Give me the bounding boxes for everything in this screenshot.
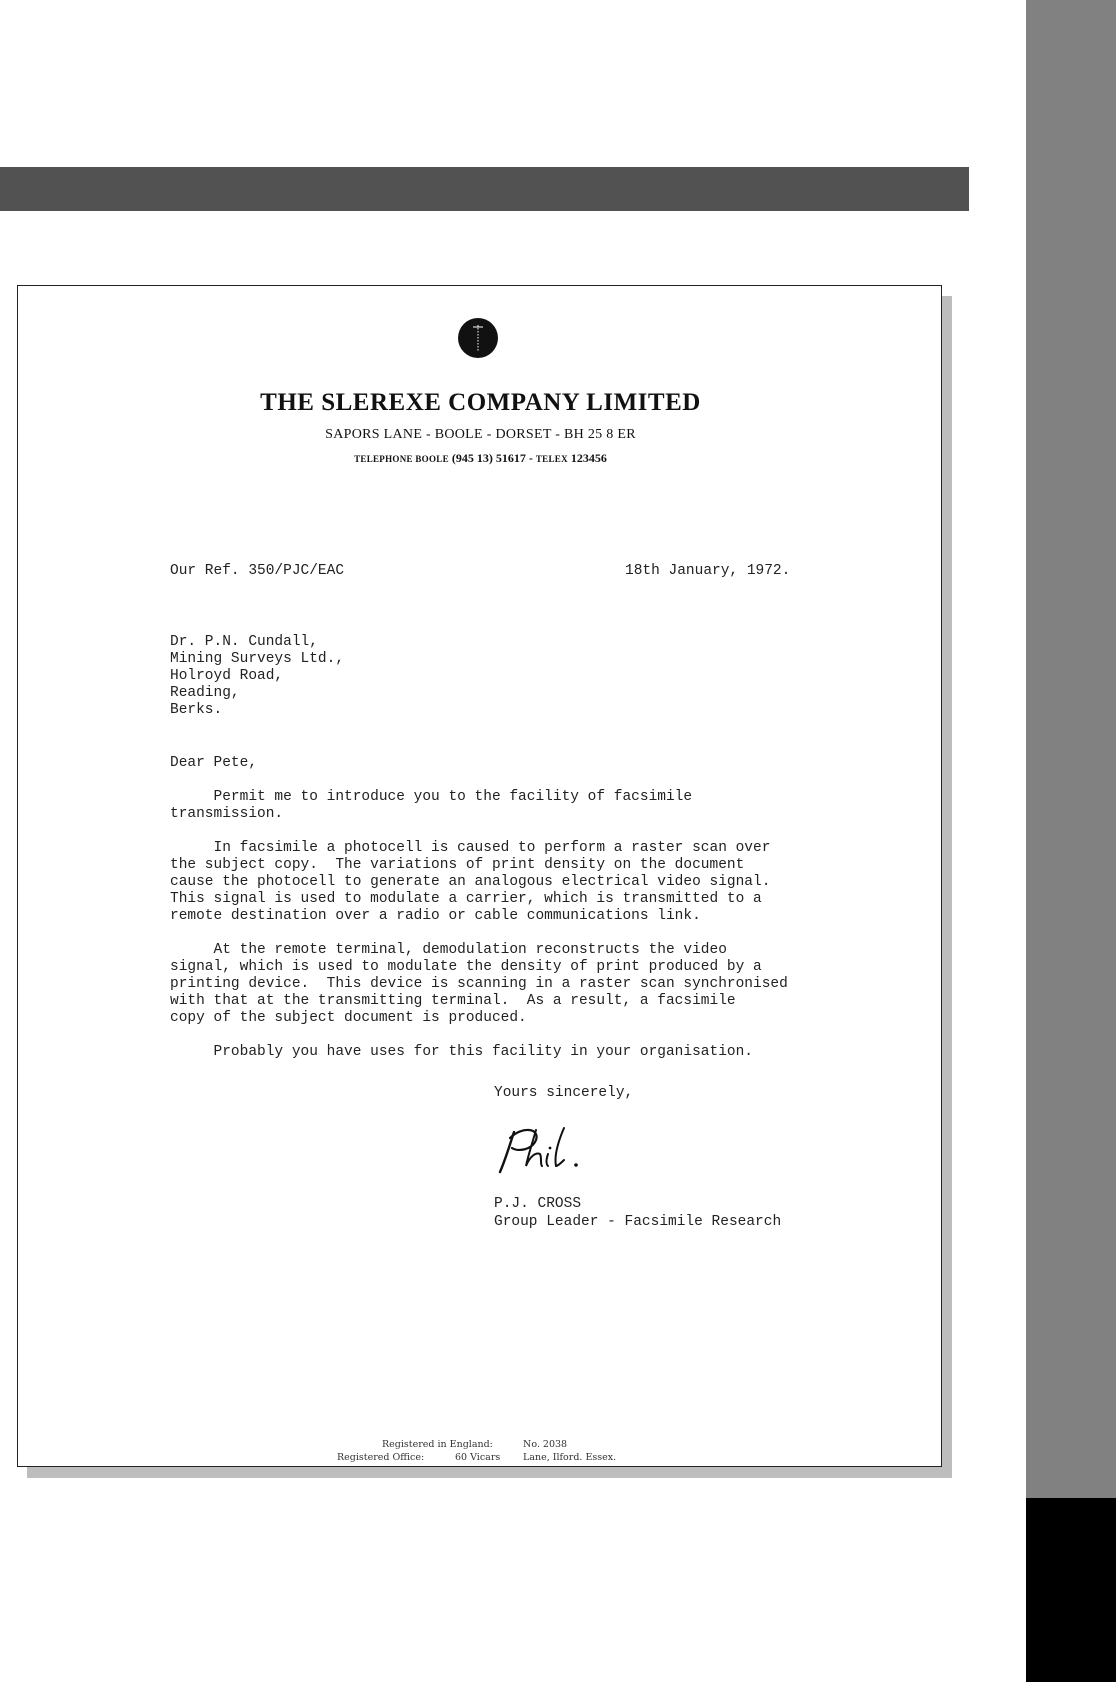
letter-page bbox=[17, 285, 942, 1467]
letter-date: 18th January, 1972. bbox=[625, 563, 791, 579]
telex-label: TELEX bbox=[535, 454, 568, 464]
salutation: Dear Pete, bbox=[170, 755, 258, 771]
registered-in-label: Registered in England: bbox=[382, 1439, 493, 1450]
body-paragraph: In facsimile a photocell is caused to perform a raster scan over the subject copy. The variations of print density on the document cause the photocell to generate an analogous electrical video signal. This signal is used to modulate a carrier, which is transmitted to a remote destination over a radio or cable communications link. bbox=[170, 840, 771, 924]
telephone-number: (945 13) 51617 bbox=[451, 451, 526, 465]
our-reference: Our Ref. 350/PJC/EAC bbox=[170, 563, 345, 579]
telephone-label: TELEPHONE BOOLE bbox=[354, 454, 449, 464]
right-gray-bar bbox=[1026, 0, 1116, 1498]
company-emblem-icon bbox=[458, 318, 498, 358]
company-name: THE SLEREXE COMPANY LIMITED bbox=[260, 389, 701, 416]
recipient-address bbox=[170, 634, 344, 719]
office-address-number: 60 Vicars bbox=[455, 1452, 501, 1463]
separator: - bbox=[528, 451, 533, 465]
address-line: Reading, bbox=[170, 685, 240, 701]
company-address: SAPORS LANE - BOOLE - DORSET - BH 25 8 ER bbox=[325, 427, 636, 442]
body-paragraph: Permit me to introduce you to the facility of facsimile transmission. bbox=[170, 789, 693, 822]
telex-number: 123456 bbox=[570, 451, 607, 465]
body-paragraph: Probably you have uses for this facility in your organisation. bbox=[170, 1044, 753, 1060]
signer-name: P.J. CROSS bbox=[494, 1196, 582, 1212]
top-gray-band bbox=[0, 167, 969, 211]
signer-title: Group Leader - Facsimile Research bbox=[494, 1214, 782, 1230]
address-line: Berks. bbox=[170, 702, 223, 718]
address-line: Holroyd Road, bbox=[170, 668, 284, 684]
right-black-tab bbox=[1026, 1498, 1116, 1682]
company-telephone-line bbox=[18, 451, 943, 466]
address-line: Dr. P.N. Cundall, bbox=[170, 634, 318, 650]
office-address: Lane, Ilford. Essex. bbox=[523, 1452, 617, 1463]
body-paragraph: At the remote terminal, demodulation reconstructs the video signal, which is used to modulate the density of print produced by a printing device. This device is scanning in a raster scan synchronised with that at the transmitting terminal. As a result, a facsimile copy of the subject document is produced. bbox=[170, 942, 788, 1026]
address-line: Mining Surveys Ltd., bbox=[170, 651, 345, 667]
closing: Yours sincerely, bbox=[494, 1085, 634, 1101]
letter-body bbox=[170, 789, 850, 1078]
registered-office-label: Registered Office: bbox=[337, 1452, 425, 1463]
handwritten-signature bbox=[496, 1122, 606, 1187]
registered-number: No. 2038 bbox=[523, 1439, 568, 1450]
